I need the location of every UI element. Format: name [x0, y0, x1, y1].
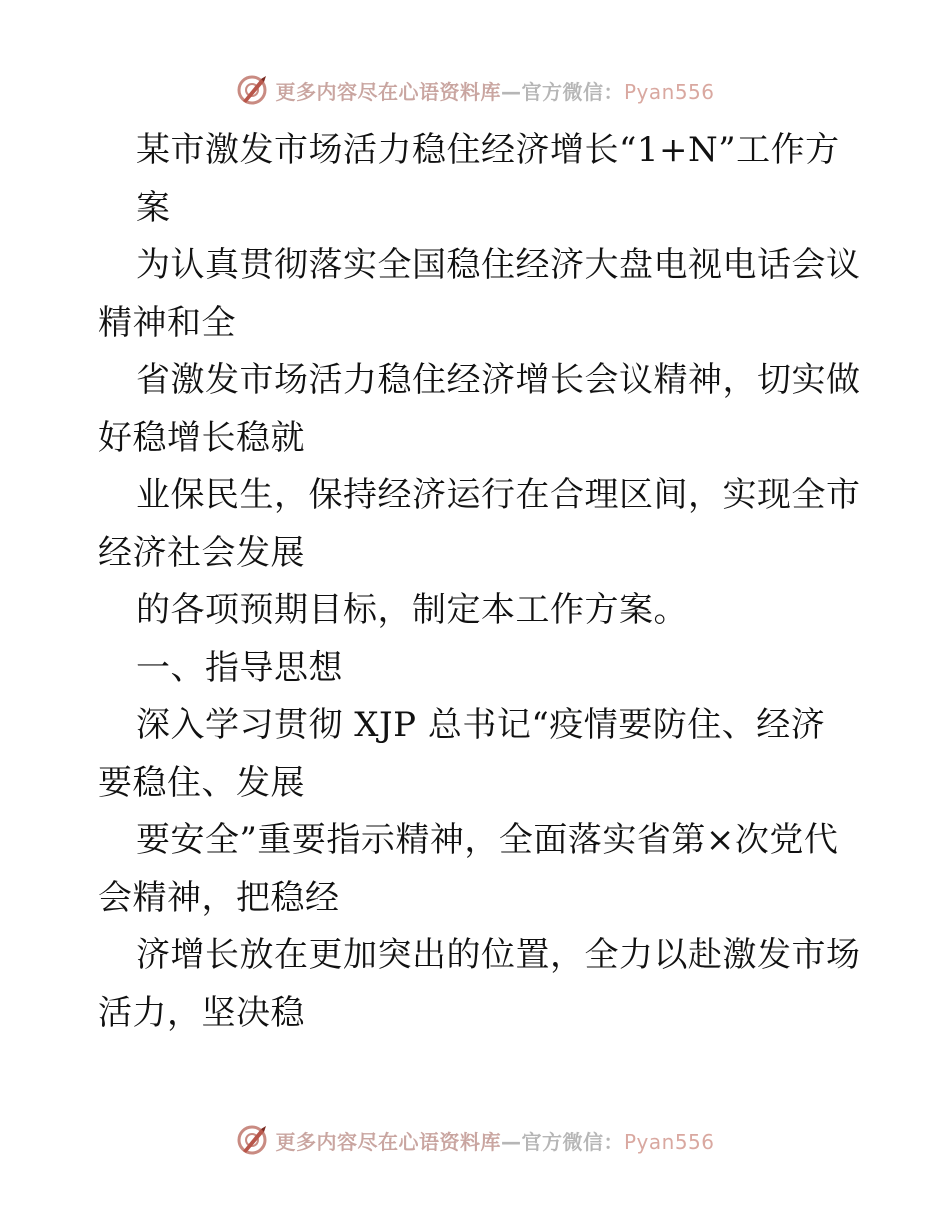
watermark-wechat-id: Pyan556 [623, 79, 715, 104]
document-title-line-1: 某市激发市场活力稳住经济增长“1+N”工作方 [136, 130, 840, 170]
watermark-wechat-id: Pyan556 [623, 1129, 715, 1154]
watermark-brand: 更多内容尽在心语资料库 [275, 1129, 501, 1154]
paragraph-line: 经济社会发展 [98, 532, 305, 573]
watermark-text [275, 1126, 714, 1155]
watermark-text [275, 76, 714, 105]
paragraph-line: 的各项预期目标，制定本工作方案。 [136, 590, 688, 630]
paragraph-line: 精神和全 [98, 302, 236, 343]
document-title-line-2: 案 [136, 187, 171, 228]
paragraph-line: 活力，坚决稳 [98, 992, 305, 1033]
header-watermark [0, 70, 950, 110]
watermark-official: 官方微信： [521, 79, 624, 104]
section-heading: 一、指导思想 [136, 647, 343, 688]
paragraph-line: 好稳增长稳就 [98, 417, 305, 458]
paragraph-line: 济增长放在更加突出的位置，全力以赴激发市场 [136, 935, 861, 975]
watermark-dash: — [500, 1129, 522, 1154]
paragraph-line: 要安全”重要指示精神，全面落实省第×次党代 [136, 820, 839, 860]
paragraph-line: 业保民生，保持经济运行在合理区间，实现全市 [136, 475, 861, 515]
paragraph-line: 省激发市场活力稳住经济增长会议精神，切实做 [136, 360, 861, 400]
watermark-official: 官方微信： [521, 1129, 624, 1154]
document-body [98, 122, 861, 1042]
watermark-brand: 更多内容尽在心语资料库 [275, 79, 501, 104]
paragraph-line: 深入学习贯彻 XJP 总书记“疫情要防住、经济 [136, 705, 826, 745]
paragraph-line: 要稳住、发展 [98, 762, 305, 803]
paragraph-line: 为认真贯彻落实全国稳住经济大盘电视电话会议 [136, 245, 861, 285]
footer-watermark [0, 1120, 950, 1160]
paragraph-line: 会精神，把稳经 [98, 877, 340, 918]
pen-logo-icon [235, 73, 269, 107]
watermark-dash: — [500, 79, 522, 104]
pen-logo-icon [235, 1123, 269, 1157]
